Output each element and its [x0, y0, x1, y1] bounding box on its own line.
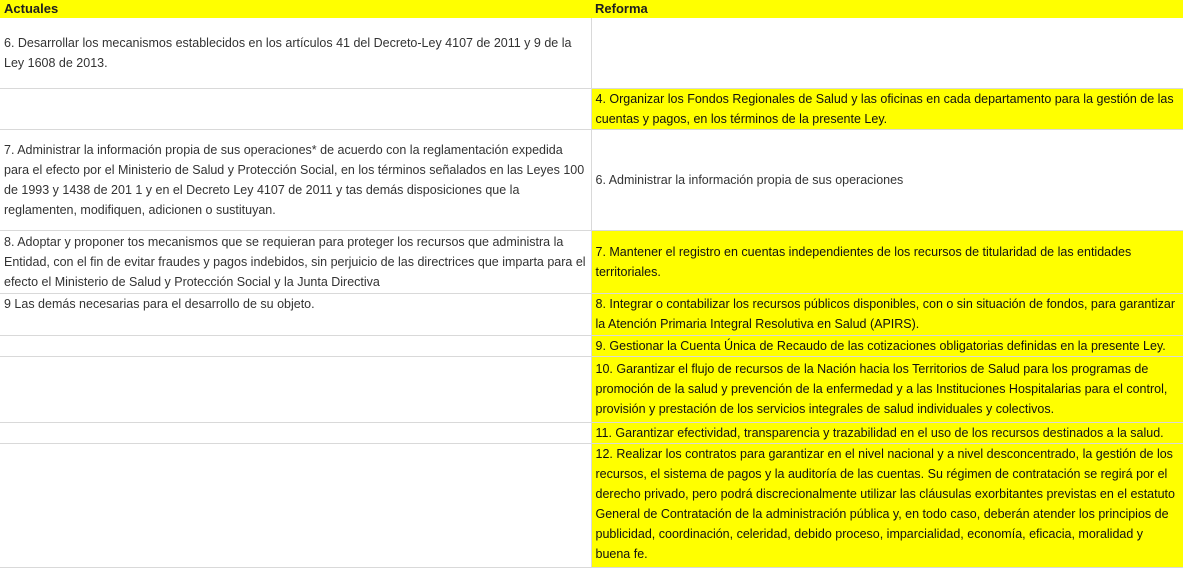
table-row [0, 422, 1183, 443]
table-row [0, 356, 1183, 422]
table-row [0, 230, 1183, 293]
header-reforma: Reforma [591, 0, 1183, 18]
table-row [0, 443, 1183, 567]
table-row [0, 18, 1183, 88]
cell-actuales [0, 88, 591, 129]
table-row [0, 293, 1183, 335]
cell-actuales: 6. Desarrollar los mecanismos establecidos en los artículos 41 del Decreto-Ley 4107 de 2011 y 9 de la Ley 1608 de 2013. [0, 18, 591, 88]
cell-actuales: 7. Administrar la información propia de sus operaciones* de acuerdo con la reglamentación expedida para el efecto por el Ministerio de Salud y Protección Social, en los términos señalados en las Leyes 100 de 1993 y 1438 de 201 1 y en el Decreto Ley 4107 de 2011 y tas demás disposiciones que la reglamenten, modifiquen, adicionen o sustituyan. [0, 129, 591, 230]
header-actuales: Actuales [0, 0, 591, 18]
table-row [0, 335, 1183, 356]
cell-actuales: 9 Las demás necesarias para el desarrollo de su objeto. [0, 293, 591, 335]
table-row [0, 129, 1183, 230]
cell-reforma: 6. Administrar la información propia de sus operaciones [591, 129, 1183, 230]
cell-reforma: 7. Mantener el registro en cuentas independientes de los recursos de titularidad de las entidades territoriales. [591, 230, 1183, 293]
header-row [0, 0, 1183, 18]
cell-actuales [0, 356, 591, 422]
cell-reforma: 9. Gestionar la Cuenta Única de Recaudo de las cotizaciones obligatorias definidas en la presente Ley. [591, 335, 1183, 356]
cell-reforma: 4. Organizar los Fondos Regionales de Salud y las oficinas en cada departamento para la gestión de las cuentas y pagos, en los términos de la presente Ley. [591, 88, 1183, 129]
cell-reforma: 12. Realizar los contratos para garantizar en el nivel nacional y a nivel desconcentrado, la gestión de los recursos, el sistema de pagos y la auditoría de las cuentas. Su régimen de contratación se regirá por el derecho privado, pero podrá discrecionalmente utilizar las cláusulas exorbitantes previstas en el estatuto General de Contratación de la administración pública y, en todo caso, deberán atender los principios de publicidad, coordinación, celeridad, debido proceso, imparcialidad, economía, eficacia, moralidad y buena fe. [591, 443, 1183, 567]
cell-actuales [0, 422, 591, 443]
cell-actuales [0, 443, 591, 567]
table-row [0, 88, 1183, 129]
cell-reforma: 11. Garantizar efectividad, transparencia y trazabilidad en el uso de los recursos destinados a la salud. [591, 422, 1183, 443]
cell-reforma [591, 18, 1183, 88]
cell-reforma: 8. Integrar o contabilizar los recursos públicos disponibles, con o sin situación de fondos, para garantizar la Atención Primaria Integral Resolutiva en Salud (APIRS). [591, 293, 1183, 335]
cell-actuales: 8. Adoptar y proponer tos mecanismos que se requieran para proteger los recursos que administra la Entidad, con el fin de evitar fraudes y pagos indebidos, sin perjuicio de las directrices que imparta para el efecto el Ministerio de Salud y Protección Social y la Junta Directiva [0, 230, 591, 293]
cell-actuales [0, 335, 591, 356]
cell-reforma: 10. Garantizar el flujo de recursos de la Nación hacia los Territorios de Salud para los programas de promoción de la salud y prevención de la enfermedad y a las Instituciones Hospitalarias para el control, provisión y prestación de los servicios integrales de salud individuales y colectivos. [591, 356, 1183, 422]
